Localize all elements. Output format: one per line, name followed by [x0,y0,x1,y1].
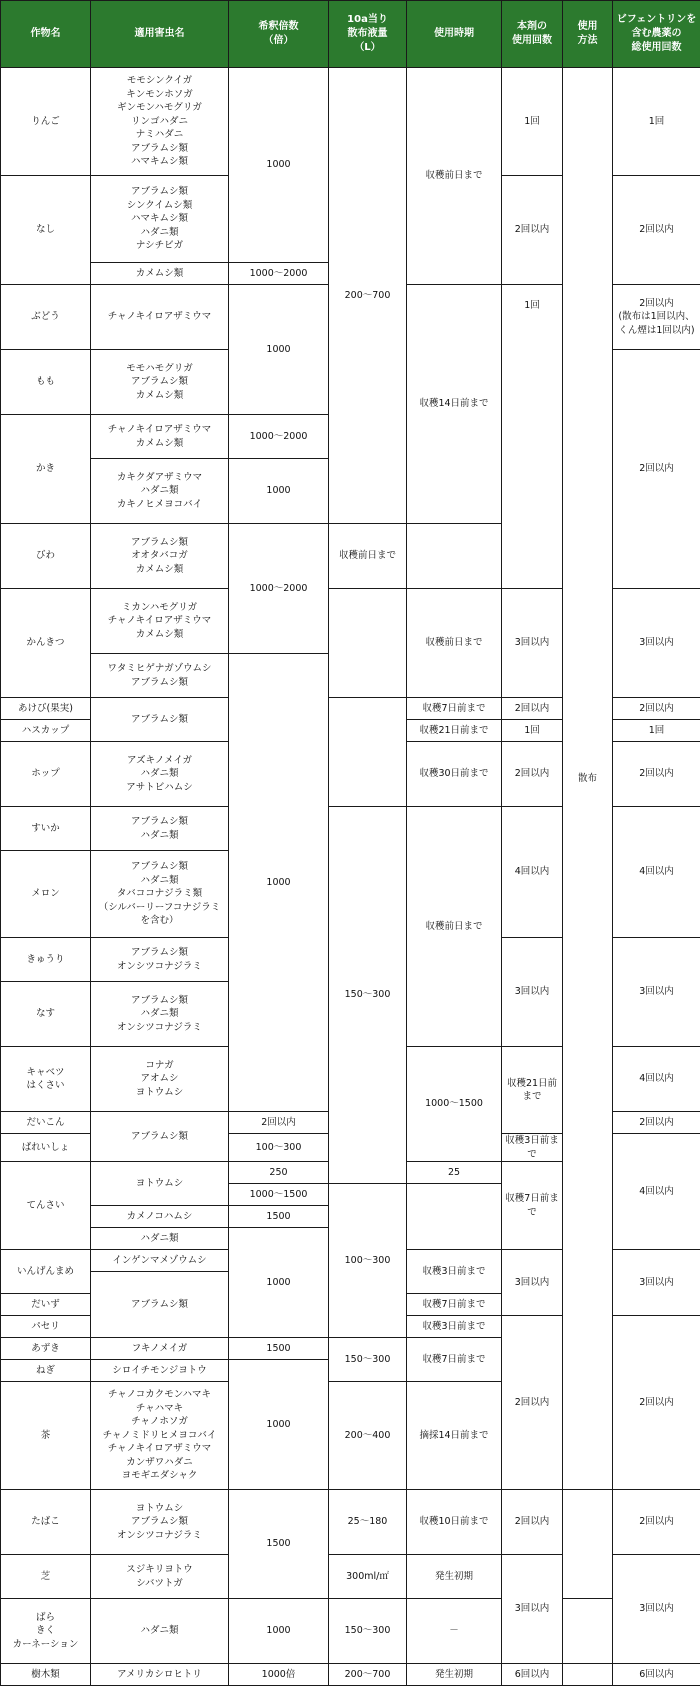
crop-cell: 芝 [1,1555,91,1599]
pest-cell: モモシンクイガ キンモンホソガ ギンモンハモグリガ リンゴハダニ ナミハダニ アブラムシ類 ハマキムシ類 [91,68,229,176]
spray-cell: 100～300 [329,1184,407,1338]
pest-cell: インゲンマメゾウムシ [91,1250,229,1272]
timing-cell: － [407,1599,502,1664]
count-cell: 4回以内 [613,1047,700,1112]
timing-cell: 収穫前日まで [329,524,407,589]
spray-cell: 200～700 [329,1664,407,1686]
dilution-cell: 1500 [229,1338,329,1360]
pest-cell: アブラムシ類 [91,1112,229,1162]
pest-cell: アブラムシ類 シンクイムシ類 ハマキムシ類 ハダニ類 ナシチビガ [91,176,229,263]
header-total: ビフェントリンを 含む農薬の 総使用回数 [613,1,700,68]
count-cell: 4回以内 [502,807,563,938]
timing-cell: 発生初期 [407,1555,502,1599]
pest-cell: チャノキイロアザミウマ [91,285,229,350]
count-cell: 2回以内 [502,1316,563,1490]
timing-cell: 収穫7日前まで [407,698,502,720]
dilution-cell: 1000 [229,654,329,1112]
crop-cell: メロン [1,851,91,938]
pest-cell: カキクダアザミウマ ハダニ類 カキノヒメヨコバイ [91,459,229,524]
timing-cell: 収穫21日前まで [407,720,502,742]
pest-cell: アズキノメイガ ハダニ類 アサトビハムシ [91,742,229,807]
dilution-cell: 1000 [229,285,329,415]
crop-cell: ねぎ [1,1360,91,1382]
spray-cell: 25 [407,1162,502,1184]
header-row [1,1,700,68]
crop-cell: だいず [1,1294,91,1316]
crop-cell: なし [1,176,91,285]
total-cell: 1回 [613,720,700,742]
spray-cell [329,698,407,807]
total-cell: 2回以内 [613,1490,700,1555]
dilution-cell: 1000～2000 [229,415,329,459]
total-cell: 3回以内 [613,1250,700,1316]
crop-cell: ぶどう [1,285,91,350]
crop-cell: ホップ [1,742,91,807]
crop-cell: ハスカップ [1,720,91,742]
count-cell: 2回以内 [502,742,563,807]
spray-cell: 150～300 [329,807,407,1184]
header-timing: 使用時期 [407,1,502,68]
count-cell: 4回以内 [613,1134,700,1250]
timing-cell: 収穫前日まで [407,68,502,285]
count-cell: 2回以内 [502,176,563,285]
count-cell: 3回以内 [502,1250,563,1316]
pest-cell: アブラムシ類 [91,1272,229,1338]
spray-cell: 200～700 [329,68,407,524]
dilution-cell: 1000 [229,68,329,263]
count-cell: 3回以内 [502,1555,563,1664]
crop-cell: かき [1,415,91,524]
count-cell: 2回以内 [229,1112,329,1134]
total-cell: 2回以内 [613,176,700,285]
crop-cell: 茶 [1,1382,91,1490]
count-cell: 1回 [502,285,563,589]
method-cell: 散布 [563,68,613,1490]
crop-cell: びわ [1,524,91,589]
crop-cell: たばこ [1,1490,91,1555]
count-cell: 2回以内 [502,1490,563,1555]
crop-cell: きゅうり [1,938,91,982]
total-cell: 4回以内 [613,807,700,938]
pest-cell: カメノコハムシ [91,1206,229,1228]
pest-cell: アブラムシ類 オンシツコナジラミ [91,938,229,982]
total-cell: 2回以内 (散布は1回以内、 くん煙は1回以内) [613,285,700,350]
total-cell: 3回以内 [613,938,700,1047]
crop-cell: だいこん [1,1112,91,1134]
dilution-cell: 1000～1500 [407,1047,502,1162]
crop-cell: なす [1,982,91,1047]
pest-cell: モモハモグリガ アブラムシ類 カメムシ類 [91,350,229,415]
pest-cell: アブラムシ類 ハダニ類 オンシツコナジラミ [91,982,229,1047]
header-dilution: 希釈倍数 （倍） [229,1,329,68]
pest-cell: ハダニ類 [91,1599,229,1664]
crop-cell: かんきつ [1,589,91,698]
total-cell: 2回以内 [613,698,700,720]
total-cell: 2回以内 [613,1316,700,1490]
method-cell [563,1490,613,1599]
pest-cell: アブラムシ類 ハダニ類 [91,807,229,851]
count-cell: 3回以内 [502,589,563,698]
pest-cell: シロイチモンジヨトウ [91,1360,229,1382]
timing-cell: 収穫30日前まで [407,742,502,807]
dilution-cell: 1000倍 [229,1664,329,1686]
pest-cell: アメリカシロヒトリ [91,1664,229,1686]
timing-cell: 収穫3日前まで [502,1134,563,1162]
crop-cell: キャベツ はくさい [1,1047,91,1112]
dilution-cell: 1000 [229,1228,329,1338]
header-crop: 作物名 [1,1,91,68]
spray-cell: 200～400 [329,1382,407,1490]
header-count: 本剤の 使用回数 [502,1,563,68]
dilution-cell: 1000～2000 [229,263,329,285]
spray-cell: 300ml/㎡ [329,1555,407,1599]
crop-cell: てんさい [1,1162,91,1250]
timing-cell: 収穫21日前まで [502,1047,563,1134]
total-cell: 3回以内 [613,1555,700,1664]
pest-cell: チャノキイロアザミウマ カメムシ類 [91,415,229,459]
crop-cell: 樹木類 [1,1664,91,1686]
timing-cell: 摘採14日前まで [407,1382,502,1490]
spray-cell: 100～300 [229,1134,329,1162]
pest-cell: カメムシ類 [91,263,229,285]
total-cell: 2回以内 [613,350,700,589]
pest-cell: ヨトウムシ [91,1162,229,1206]
timing-cell: 収穫3日前まで [407,1250,502,1294]
total-cell: 2回以内 [613,742,700,807]
timing-cell: 収穫10日前まで [407,1490,502,1555]
dilution-cell: 1000～2000 [229,524,329,654]
header-spray: 10a当り 散布液量 （L） [329,1,407,68]
total-cell: 3回以内 [613,589,700,698]
dilution-cell: 1500 [229,1206,329,1228]
spray-cell [329,589,407,698]
table-row [1,1599,700,1664]
count-cell: 6回以内 [502,1664,563,1686]
method-cell [563,1599,613,1664]
timing-cell: 収穫7日前まで [407,1338,502,1382]
crop-cell: パセリ [1,1316,91,1338]
header-method: 使用 方法 [563,1,613,68]
pest-cell: スジキリヨトウ シバツトガ [91,1555,229,1599]
timing-cell: 収穫14日前まで [407,285,502,524]
spray-cell: 25～180 [329,1490,407,1555]
dilution-cell: 1500 [229,1490,329,1599]
dilution-cell: 250 [229,1162,329,1184]
timing-cell: 発生初期 [407,1664,502,1686]
pest-cell: アブラムシ類 ハダニ類 タバココナジラミ類 （シルバーリーフコナジラミ を含む） [91,851,229,938]
timing-cell: 収穫7日前まで [407,1294,502,1316]
crop-cell: ばら きく カーネーション [1,1599,91,1664]
pest-cell: ハダニ類 [91,1228,229,1250]
pest-cell: ワタミヒゲナガゾウムシ アブラムシ類 [91,654,229,698]
method-cell [563,1664,613,1686]
crop-cell: りんご [1,68,91,176]
table-row [1,1664,700,1686]
header-pest: 適用害虫名 [91,1,229,68]
crop-cell: いんげんまめ [1,1250,91,1294]
spray-cell: 150～300 [329,1599,407,1664]
dilution-cell: 1000 [229,1599,329,1664]
crop-cell: あずき [1,1338,91,1360]
pest-cell: ヨトウムシ アブラムシ類 オンシツコナジラミ [91,1490,229,1555]
total-cell: 1回 [613,68,700,176]
total-cell: 2回以内 [613,1112,700,1134]
dilution-cell: 1000～1500 [229,1184,329,1206]
crop-cell: もも [1,350,91,415]
count-cell: 1回 [502,68,563,176]
count-cell: 2回以内 [502,698,563,720]
timing-cell: 収穫前日まで [407,807,502,1047]
timing-cell: 収穫前日まで [407,589,502,698]
timing-cell: 収穫7日前まで [502,1162,563,1250]
pest-cell: フキノメイガ [91,1338,229,1360]
total-cell: 6回以内 [613,1664,700,1686]
crop-cell: あけび(果実) [1,698,91,720]
crop-cell: ばれいしょ [1,1134,91,1162]
spray-cell: 150～300 [329,1338,407,1382]
timing-cell: 収穫3日前まで [407,1316,502,1338]
pest-cell: チャノコカクモンハマキ チャハマキ チャノホソガ チャノミドリヒメヨコバイ チャノキイロアザミウマ カンザワハダニ ヨモギエダシャク [91,1382,229,1490]
pest-cell: アブラムシ類 オオタバコガ カメムシ類 [91,524,229,589]
dilution-cell: 1000 [229,459,329,524]
table-row [1,68,700,176]
pest-cell: アブラムシ類 [91,698,229,742]
count-cell: 1回 [502,720,563,742]
crop-cell: すいか [1,807,91,851]
table-row [1,1490,700,1555]
pest-cell: ミカンハモグリガ チャノキイロアザミウマ カメムシ類 [91,589,229,654]
count-cell: 3回以内 [502,938,563,1047]
dilution-cell: 1000 [229,1360,329,1490]
pest-cell: コナガ アオムシ ヨトウムシ [91,1047,229,1112]
